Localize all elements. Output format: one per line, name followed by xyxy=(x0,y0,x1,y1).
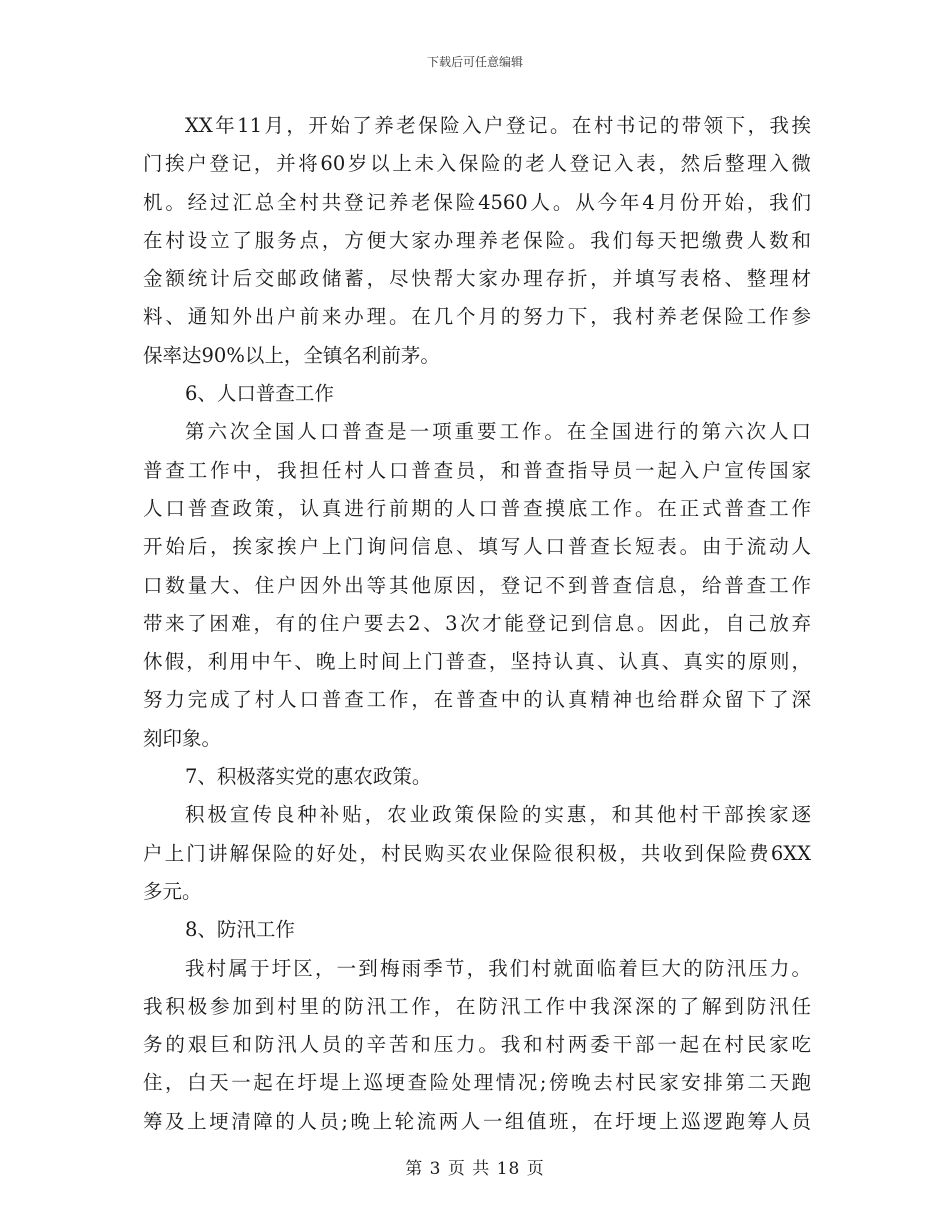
text-line: 努力完成了村人口普查工作，在普查中的认真精神也给群众留下了深 xyxy=(143,688,811,712)
text-line: 刻印象。 xyxy=(143,726,222,750)
text-line: 7、积极落实党的惠农政策。 xyxy=(185,765,432,789)
text-line: 多元。 xyxy=(143,879,202,903)
text-line: XX年11月，开始了养老保险入户登记。在村书记的带领下，我挨 xyxy=(185,114,811,137)
text-line: 保率达90%以上，全镇名利前茅。 xyxy=(143,343,440,367)
text-line: 口数量大、住户因外出等其他原因，登记不到普查信息，给普查工作 xyxy=(143,573,811,597)
text-line: 金额统计后交邮政储蓄，尽快帮大家办理存折，并填写表格、整理材 xyxy=(143,267,811,291)
text-line: 积极宣传良种补贴，农业政策保险的实惠，和其他村干部挨家逐 xyxy=(185,803,811,827)
page-number: 第 3 页 共 18 页 xyxy=(405,1159,545,1179)
text-line: 人口普查政策，认真进行前期的人口普查摸底工作。在正式普查工作 xyxy=(143,496,811,520)
text-line: 休假，利用中午、晚上时间上门普查，坚持认真、认真、真实的原则， xyxy=(143,650,811,674)
text-line: 住，白天一起在圩堤上巡埂查险处理情况;傍晚去村民家安排第二天跑 xyxy=(143,1071,811,1095)
text-line: 料、通知外出户前来办理。在几个月的努力下，我村养老保险工作参 xyxy=(143,305,811,329)
text-line: 机。经过汇总全村共登记养老保险4560人。从今年4月份开始，我们 xyxy=(143,190,811,214)
text-line: 带来了困难，有的住户要去2、3次才能登记到信息。因此，自己放弃 xyxy=(143,611,811,635)
text-line: 开始后，挨家挨户上门询问信息、填写人口普查长短表。由于流动人 xyxy=(143,535,811,559)
text-line: 6、人口普查工作 xyxy=(185,382,334,406)
text-line: 务的艰巨和防汛人员的辛苦和压力。我和村两委干部一起在村民家吃 xyxy=(143,1033,811,1057)
page-header-note: 下载后可任意编辑 xyxy=(426,55,523,69)
text-line: 普查工作中，我担任村人口普查员，和普查指导员一起入户宣传国家 xyxy=(143,458,811,482)
text-line: 第六次全国人口普查是一项重要工作。在全国进行的第六次人口 xyxy=(185,420,811,444)
text-line: 我村属于圩区，一到梅雨季节，我们村就面临着巨大的防汛压力。 xyxy=(185,956,811,980)
document-body xyxy=(143,111,811,1145)
text-line: 我积极参加到村里的防汛工作，在防汛工作中我深深的了解到防汛任 xyxy=(143,994,811,1018)
text-line: 在村设立了服务点，方便大家办理养老保险。我们每天把缴费人数和 xyxy=(143,228,811,252)
text-line: 门挨户登记，并将60岁以上未入保险的老人登记入表，然后整理入微 xyxy=(143,152,811,176)
text-line: 筹及上埂清障的人员;晚上轮流两人一组值班，在圩埂上巡逻跑筹人员 xyxy=(143,1109,811,1133)
text-line: 8、防汛工作 xyxy=(185,918,295,942)
text-line: 户上门讲解保险的好处，村民购买农业保险很积极，共收到保险费6XX xyxy=(143,841,811,865)
